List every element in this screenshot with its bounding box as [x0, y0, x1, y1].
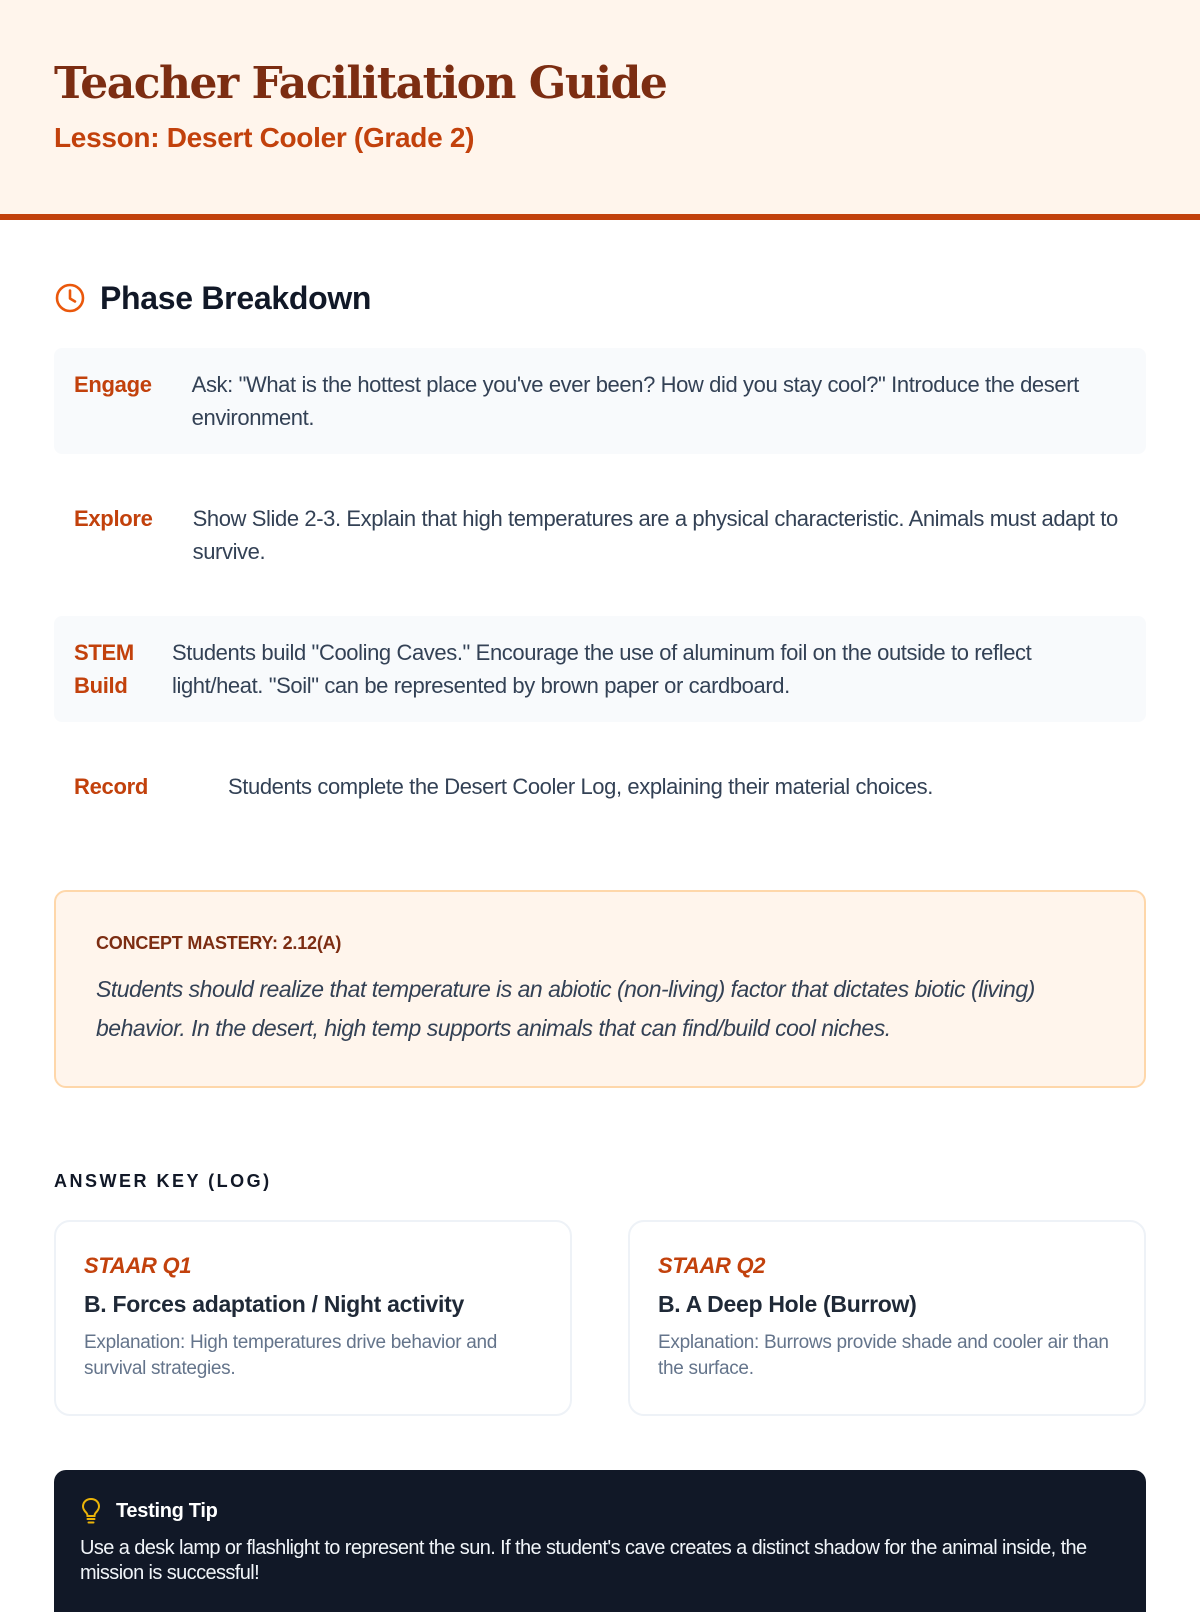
- concept-mastery-callout: [54, 890, 1146, 1088]
- phase-row-explore: [54, 482, 1146, 588]
- phase-description: Show Slide 2-3. Explain that high temperatures are a physical characteristic. Animals must adapt to survive.: [192, 506, 1118, 564]
- phase-row-stem-build: [54, 616, 1146, 722]
- phase-description: Ask: "What is the hottest place you've ever been? How did you stay cool?" Introduce the desert environment.: [191, 372, 1079, 430]
- phase-description: Students complete the Desert Cooler Log, explaining their material choices.: [228, 774, 933, 799]
- lightbulb-icon: [80, 1497, 102, 1525]
- answer-choice: B. Forces adaptation / Night activity: [84, 1291, 464, 1317]
- phase-label: Record: [74, 774, 148, 799]
- page-header: [0, 0, 1200, 220]
- tip-title: Testing Tip: [116, 1499, 218, 1522]
- answer-question: STAAR Q2: [658, 1253, 766, 1278]
- phase-label: Engage: [74, 372, 152, 397]
- testing-tip-box: [54, 1470, 1146, 1612]
- section-title: Phase Breakdown: [100, 279, 372, 316]
- phase-label: Explore: [74, 506, 153, 531]
- answer-explanation: Explanation: Burrows provide shade and cooler air than the surface.: [658, 1332, 1109, 1379]
- phase-breakdown-heading: [54, 278, 1146, 318]
- clock-icon: [54, 282, 86, 314]
- lesson-subtitle: Lesson: Desert Cooler (Grade 2): [54, 122, 475, 153]
- answer-key-grid: [54, 1220, 1146, 1416]
- answer-question: STAAR Q1: [84, 1253, 192, 1278]
- phase-row-engage: [54, 348, 1146, 454]
- concept-text: Students should realize that temperature is an abiotic (non-living) factor that dictates biotic (living) behavior. In the desert, high temp supports animals that can find/build cool niches.: [96, 976, 1035, 1041]
- phase-list: [54, 348, 1146, 820]
- answer-card-q2: [628, 1220, 1146, 1416]
- phase-label: STEM Build: [74, 640, 134, 698]
- phase-description: Students build "Cooling Caves." Encourage the use of aluminum foil on the outside to reflect light/heat. "Soil" can be represented by brown paper or cardboard.: [172, 640, 1032, 698]
- answer-explanation: Explanation: High temperatures drive behavior and survival strategies.: [84, 1332, 498, 1379]
- concept-label: CONCEPT MASTERY: 2.12(A): [96, 933, 342, 953]
- main-content: [0, 278, 1200, 1612]
- answer-card-q1: [54, 1220, 572, 1416]
- answer-key-heading: ANSWER KEY (LOG): [54, 1171, 272, 1191]
- answer-choice: B. A Deep Hole (Burrow): [658, 1291, 917, 1317]
- tip-text: Use a desk lamp or flashlight to represent the sun. If the student's cave creates a distinct shadow for the animal inside, the mission is successful!: [80, 1537, 1087, 1584]
- phase-row-record: [54, 750, 1146, 820]
- page-title: Teacher Facilitation Guide: [54, 58, 667, 109]
- tip-header: [80, 1496, 1120, 1526]
